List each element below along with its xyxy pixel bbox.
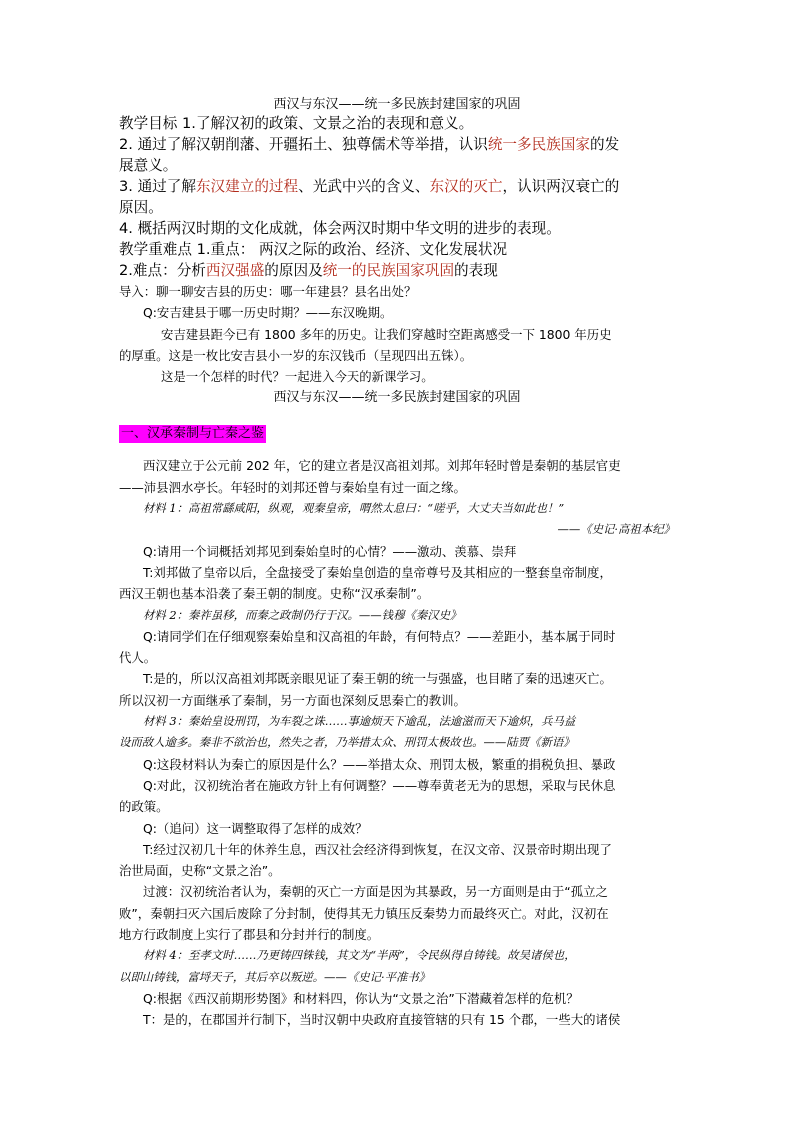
spacer (119, 408, 675, 422)
paragraph-line: 治世局面，史称“文景之治”。 (119, 863, 281, 879)
key-point-1: 教学重难点 1.重点： 两汉之际的政治、经济、文化发展状况 (119, 241, 508, 258)
document-page (119, 96, 675, 1031)
paragraph-line: 败”，秦朝扫灭六国后废除了分封制，使得其无力镇压反秦势力而最终灭亡。对此，汉初在 (119, 905, 609, 921)
highlight-text: 统一多民族国家 (487, 136, 590, 153)
paragraph-line: 过渡：汉初统治者认为，秦朝的灭亡一方面是因为其暴政，另一方面则是由于“孤立之 (143, 884, 608, 900)
intro-line: 安吉建县距今已有 1800 多年的历史。让我们穿越时空距离感受一下 1800 年历史 (161, 326, 612, 342)
paragraph-line: T:刘邦做了皇帝以后，全盘接受了秦始皇创造的皇帝尊号及其相应的一整套皇帝制度， (143, 564, 612, 580)
key-point-2 (119, 260, 675, 281)
goal-3 (119, 176, 675, 197)
goal-1: 教学目标 1.了解汉初的政策、文景之治的表现和意义。 (119, 115, 474, 132)
document-title: 西汉与东汉——统一多民族封建国家的巩固 (273, 97, 521, 112)
material-quote: 材料 2：秦祚虽移，而秦之政制仍行于汉。——钱穆《秦汉史》 (143, 607, 462, 622)
paragraph-line: ——沛县泗水亭长。年轻时的刘邦还曾与秦始皇有过一面之缘。 (119, 479, 466, 495)
highlight-text: 东汉的灭亡 (429, 178, 503, 195)
text-run: ，认识两汉衰亡的 (502, 178, 620, 195)
paragraph-line: T:经过汉初几十年的休养生息，西汉社会经济得到恢复，在汉文帝、汉景帝时期出现了 (143, 841, 612, 857)
goal-3-cont: 原因。 (119, 199, 163, 216)
text-run: 的原因及 (264, 262, 323, 279)
text-run: 2. 通过了解汉朝削藩、开疆拓土、独尊儒术等举措，认识 (119, 136, 488, 153)
question-line: Q:请同学们在仔细观察秦始皇和汉高祖的年龄，有何特点？——差距小，基本属于同时 (143, 628, 616, 644)
section-1-heading (119, 422, 675, 443)
text-run: 的表现 (454, 262, 498, 279)
material-quote: 材料 4：至孝文时……乃更铸四铢钱，其文为“半两”，令民纵得自铸钱。故吴诸侯也， (143, 948, 576, 963)
material-quote: 以即山铸钱，富埒天子，其后卒以叛逆。——《史记·平准书》 (119, 969, 431, 984)
material-quote: 设而敌人逾多。秦非不欲治也，然失之者，乃举措太众、刑罚太极故也。——陆贾《新语》 (119, 735, 575, 750)
paragraph-line: 西汉王朝也基本沿袭了秦王朝的制度。史称“汉承秦制”。 (119, 586, 430, 602)
question-line: 的政策。 (119, 799, 169, 815)
question-line: Q:请用一个词概括刘邦见到秦始皇时的心情？——激动、羡慕、崇拜 (143, 543, 517, 559)
material-source: ——《史记·高祖本纪》 (557, 522, 675, 537)
text-run: 、光武中兴的含义、 (298, 178, 430, 195)
highlight-text: 西汉强盛 (205, 262, 265, 279)
question-line: Q:（追问）这一调整取得了怎样的成效？ (143, 820, 368, 836)
text-run: 2.难点：分析 (119, 262, 206, 279)
intro-line: Q:安吉建县于哪一历史时期？——东汉晚期。 (143, 305, 393, 321)
section-heading: 西汉与东汉——统一多民族封建国家的巩固 (273, 390, 521, 406)
text-run: 的发 (590, 136, 620, 153)
goal-2-cont: 展意义。 (119, 157, 178, 174)
material-quote: 材料 3：秦始皇设刑罚，为车裂之诛……事逾烦天下逾乱，法逾滋而天下逾炽，兵马益 (143, 714, 576, 729)
paragraph-line: 西汉建立于公元前 202 年，它的建立者是汉高祖刘邦。刘邦年轻时曾是秦朝的基层官吏 (143, 458, 621, 474)
goal-4: 4. 概括两汉时期的文化成就，体会两汉时期中华文明的进步的表现。 (119, 220, 561, 237)
paragraph-line: 所以汉初一方面继承了秦制，另一方面也深刻反思秦亡的教训。 (119, 692, 466, 708)
intro-line: 的厚重。这是一枚比安吉县小一岁的东汉钱币（呈现四出五铢）。 (119, 347, 473, 363)
paragraph-line: T：是的，在郡国并行制下，当时汉朝中央政府直接管辖的只有 15 个郡，一些大的诸侯 (143, 1012, 621, 1028)
text-run: 3. 通过了解 (119, 178, 196, 195)
paragraph-line: T:是的，所以汉高祖刘邦既亲眼见证了秦王朝的统一与强盛，也目睹了秦的迅速灭亡。 (143, 671, 612, 687)
intro-line: 这是一个怎样的时代？一起进入今天的新课学习。 (161, 369, 434, 385)
goal-2 (119, 134, 675, 155)
question-line: Q:根据《西汉前期形势图》和材料四，你认为“文景之治”下潜藏着怎样的危机？ (143, 990, 579, 1006)
question-line: Q:这段材料认为秦亡的原因是什么？——举措太众、刑罚太极，繁重的捐税负担、暴政 (143, 756, 616, 772)
spacer (119, 443, 675, 455)
highlight-text: 东汉建立的过程 (195, 178, 299, 195)
paragraph-line: 地方行政制度上实行了郡县和分封并行的制度。 (119, 927, 380, 943)
intro-line: 导入：聊一聊安吉县的历史：哪一年建县？县名出处？ (119, 284, 417, 299)
highlighted-heading: 一、汉承秦制与亡秦之鉴 (121, 426, 265, 442)
question-line: Q:对此，汉初统治者在施政方针上有何调整？——尊奉黄老无为的思想，采取与民休息 (143, 777, 616, 793)
highlight-text: 统一的民族国家巩固 (322, 262, 455, 279)
question-line: 代人。 (119, 650, 157, 666)
material-quote: 材料 1：高祖常繇咸阳，纵观，观秦皇帝，喟然太息曰：“嗟乎，大丈夫当如此也！” (143, 501, 565, 516)
